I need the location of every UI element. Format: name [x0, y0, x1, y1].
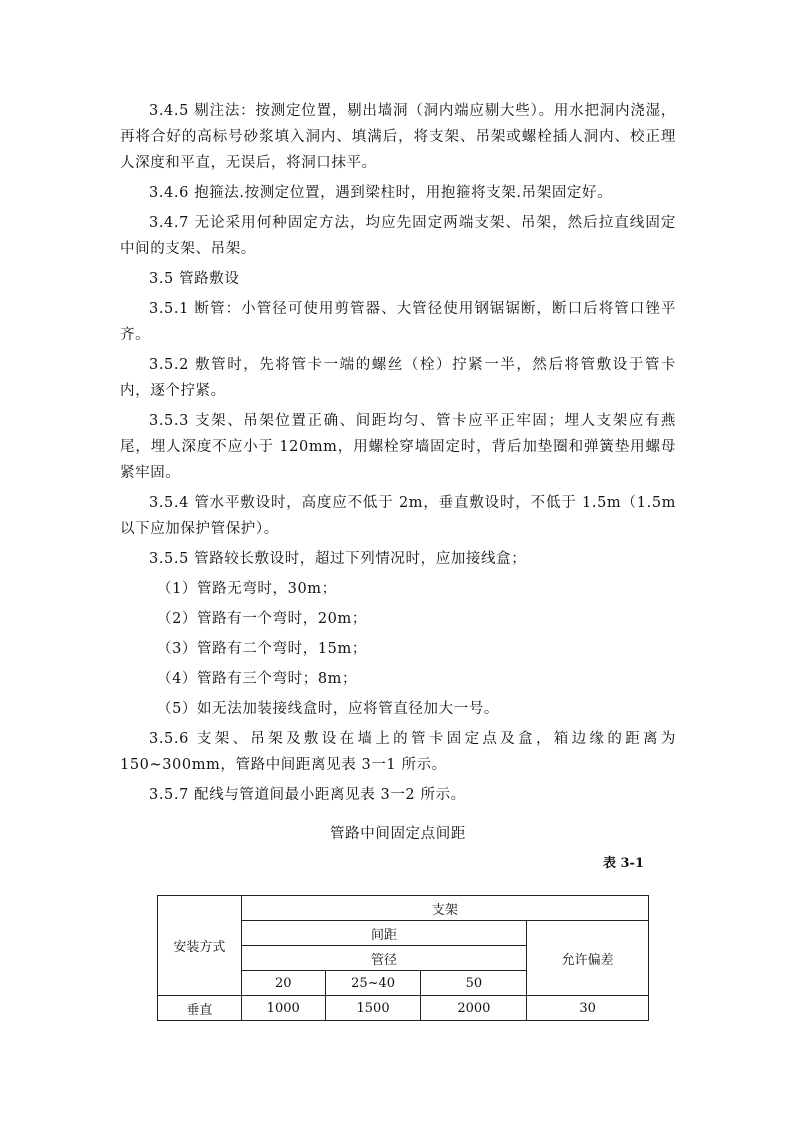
header-support: 支架: [241, 896, 648, 921]
header-spacing: 间距: [241, 921, 526, 946]
value-cell: 1000: [241, 996, 325, 1021]
row-label: 垂直: [158, 996, 242, 1021]
spacing-table: [157, 895, 649, 1021]
tolerance-cell: 30: [527, 996, 649, 1021]
header-tolerance: 允许偏差: [527, 921, 649, 996]
table-row: [158, 996, 649, 1021]
diameter-cell: 25~40: [325, 971, 421, 996]
table-caption: 管路中间固定点间距: [330, 826, 466, 842]
list-item: （2）管路有一个弯时，20m；: [157, 611, 367, 627]
paragraph-3-5-7: 3.5.7 配线与管道间最小距离见表 3一2 所示。: [149, 787, 466, 803]
section-heading-3-5: 3.5 管路敷设: [149, 271, 240, 287]
list-item: （3）管路有二个弯时，15m；: [157, 641, 367, 657]
value-cell: 1500: [325, 996, 421, 1021]
paragraph-3-5-3: 3.5.3 支架、吊架位置正确、间距均匀、管卡应平正牢固；埋人支架应有燕尾，埋人深度不应小于 120mm，用螺栓穿墙固定时，背后加垫圈和弹簧垫用螺母紧牢固。: [120, 413, 676, 481]
paragraph-3-4-6: 3.4.6 抱箍法.按测定位置，遇到梁柱时，用抱箍将支架.吊架固定好。: [149, 185, 613, 201]
paragraph-3-5-4: 3.5.4 管水平敷设时，高度应不低于 2m，垂直敷设时，不低于 1.5m（1.5m 以下应加保护管保护）。: [120, 495, 676, 537]
header-diameter: 管径: [241, 946, 526, 971]
paragraph-3-5-5: 3.5.5 管路较长敷设时，超过下列情况时，应加接线盒；: [149, 551, 527, 567]
paragraph-3-5-2: 3.5.2 敷管时，先将管卡一端的螺丝（栓）拧紧一半，然后将管敷设于管卡内，逐个拧紧。: [120, 357, 676, 399]
value-cell: 2000: [421, 996, 527, 1021]
paragraph-3-4-7: 3.4.7 无论采用何种固定方法，均应先固定两端支架、吊架，然后拉直线固定中间的支架、吊架。: [120, 215, 676, 257]
list-item: （5）如无法加装接线盒时，应将管直径加大一号。: [157, 701, 500, 717]
diameter-cell: 50: [421, 971, 527, 996]
table-number: 表 3-1: [602, 856, 644, 871]
paragraph-3-5-1: 3.5.1 断管：小管径可使用剪管器、大管径使用钢锯锯断，断口后将管口锉平齐。: [120, 301, 676, 343]
paragraph-3-5-6: 3.5.6 支架、吊架及敷设在墙上的管卡固定点及盒，箱边缘的距离为 150~300mm，管路中间距离见表 3一1 所示。: [120, 731, 676, 773]
diameter-cell: 20: [241, 971, 325, 996]
list-item: （1）管路无弯时，30m；: [157, 581, 337, 597]
list-item: （4）管路有三个弯时；8m；: [157, 671, 358, 687]
header-install-method: 安装方式: [158, 896, 242, 996]
document-body: [120, 98, 676, 881]
paragraph-3-4-5: 3.4.5 剔注法：按测定位置，剔出墙洞（洞内端应剔大些）。用水把洞内浇湿，再将合好的高标号砂浆填入洞内、填满后，将支架、吊架或螺栓插人洞内、校正理人深度和平直，无误后，将洞口抹平。: [120, 103, 676, 171]
